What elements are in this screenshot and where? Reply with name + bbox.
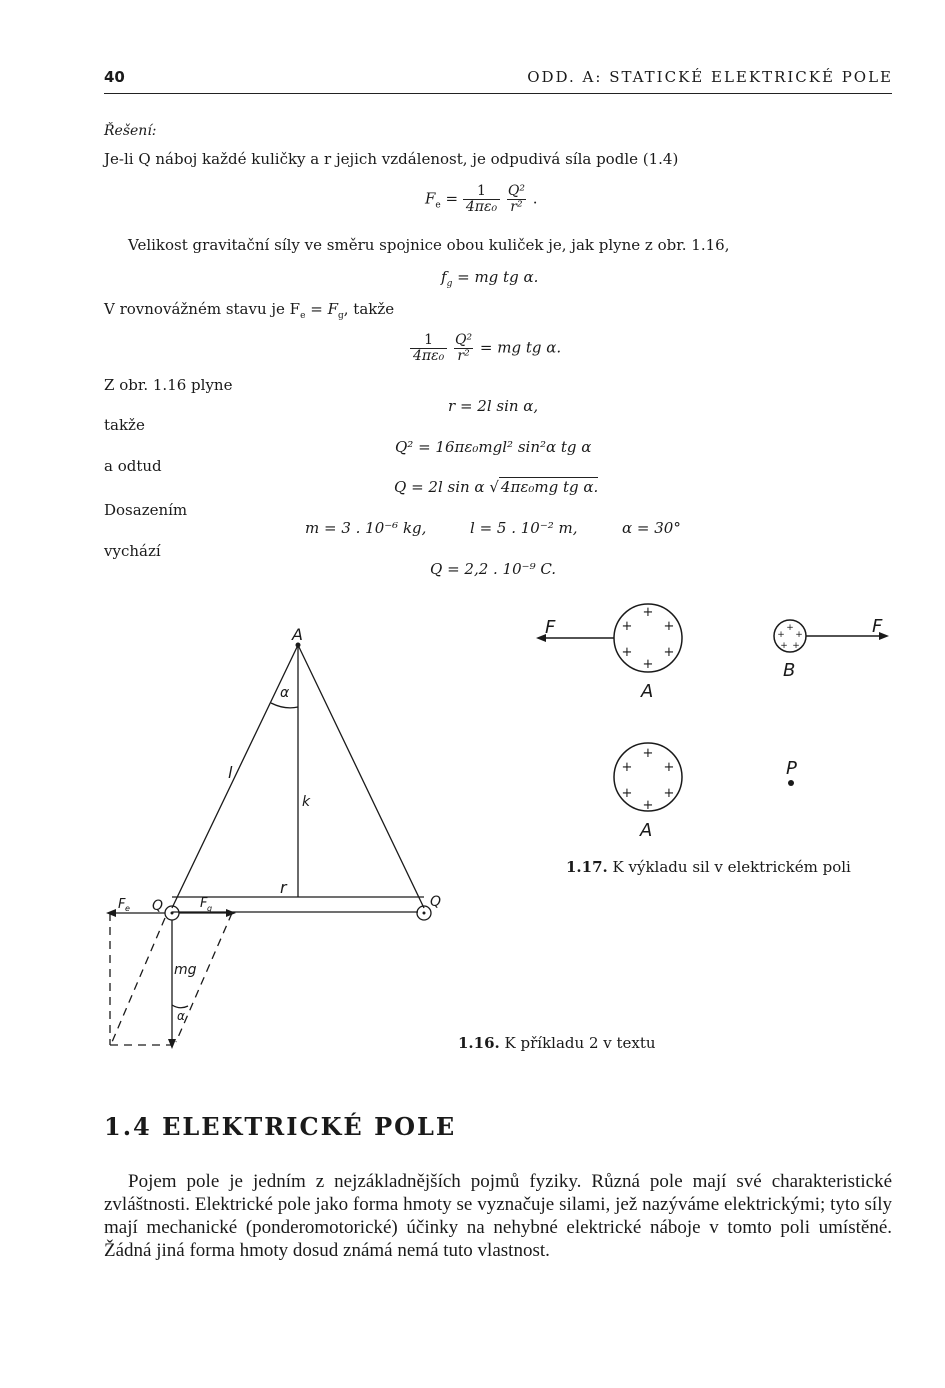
section-paragraph: Pojem pole je jedním z nejzákladnějších pojmů fyziky. Různá pole mají své charakteristické zvláštnosti. Elektrické pole jako forma hmoty se vyznačuje silami, jež nazýváme elektrickými; tyto síly mají mechanické (ponderomotorické) účinky na nehybné elektrické náboje v tomto poli umístěné. Žádná jiná forma hmoty dosud známá nemá tuto vlastnost. [104,1171,892,1261]
fig17-label-b: B [783,660,796,681]
equilibrium-tail: , takže [343,300,395,318]
fg-symbol: f [441,268,447,286]
numerator-q2-2: Q² [455,332,473,348]
section-title: 1.4 ELEKTRICKÉ POLE [104,1112,457,1141]
fig16-label-k: k [302,794,311,810]
caption-fig-1-17 [566,858,851,876]
hence-label: a odtud [104,457,162,475]
fg-subscript: g [446,279,453,289]
page-number: 40 [104,68,125,86]
sphere-a-top-plus-5: + [663,645,675,660]
numerator-one-2: 1 [424,332,434,348]
solution-heading: Řešení: [104,123,157,139]
running-title: ODD. A: STATICKÉ ELEKTRICKÉ POLE [527,68,893,86]
caption-fig-1-16 [458,1034,656,1052]
angle-arc-bottom [172,1005,188,1008]
fg-rhs: = mg tg α. [457,268,539,286]
fig16-label-alpha-bottom: α [177,1009,185,1023]
equilibrium-fg-sub: g [337,311,344,321]
caption-fig-1-17-num: 1.17. [566,858,608,876]
fig17-label-p: P [786,758,797,779]
fig16-label-A: A [292,625,303,644]
fig17-label-a-bottom: A [640,820,653,841]
solution-intro: Je-li Q náboj každé kuličky a r jejich vzdálenost, je odpudivá síla podle (1.4) [104,150,679,168]
denominator-r2: r² [507,199,525,215]
sphere-b-plus-2: + [777,630,785,640]
mg-arrowhead [168,1039,176,1049]
result-label: vychází [104,542,161,560]
equilibrium-fg: F [327,300,338,318]
denominator-four-pi-eps-2: 4πε₀ [410,348,447,364]
denominator-r2-2: r² [454,348,472,364]
sphere-a-bottom-plus-3: + [663,760,675,775]
equation-q-root: 4πε₀mg tg α. [500,478,599,496]
equilibrium-fe-sub: e [300,311,306,321]
diagonal-left [112,918,165,1042]
equation-result: Q = 2,2 . 10⁻⁹ C. [430,560,557,578]
sphere-b-plus-3: + [795,630,803,640]
sphere-a-bottom-plus-1: + [642,746,654,761]
eq-dot: . [532,189,538,208]
sphere-a-top-plus-3: + [663,619,675,634]
eq-sign: = [445,189,459,208]
sphere-a-bottom-plus-6: + [642,798,654,813]
value-alpha: α = 30° [622,519,681,537]
fig16-label-mg: mg [174,962,197,978]
fe-symbol: F [425,189,436,208]
substitution-label: Dosazením [104,501,188,519]
caption-fig-1-17-text: K výkladu sil v elektrickém poli [612,858,851,876]
equation-q-prefix: Q = 2l sin α [394,478,485,496]
so-label: takže [104,416,145,434]
denominator-four-pi-eps: 4πε₀ [463,199,500,215]
ball-right-center [423,912,426,915]
fig16-label-r: r [280,878,287,897]
fe-arrowhead [106,909,116,917]
numerator-q2: Q² [507,183,525,199]
fig16-label-fe-sub: e [125,904,130,913]
fig16-label-q-right: Q [430,894,442,910]
from-fig-label: Z obr. 1.16 plyne [104,376,233,394]
fig16-label-q-left: Q [152,898,164,914]
value-l: l = 5 . 10⁻² m, [470,519,578,537]
fig16-label-fe: F [118,897,126,912]
sphere-a-bottom-plus-4: + [621,786,633,801]
fe-subscript: e [435,200,441,211]
ball-left-center [171,912,174,915]
sphere-a-top-plus-2: + [621,619,633,634]
fig16-label-fg: F [200,896,208,911]
fig16-label-l: l [228,763,233,782]
gravity-sentence: Velikost gravitační síly ve směru spojnice obou kuliček je, jak plyne z obr. 1.16, [128,236,730,254]
equilibrium-rhs: = mg tg α. [479,338,562,357]
sphere-a-top-plus-4: + [621,645,633,660]
sphere-b-plus-4: + [780,641,788,651]
equilibrium-text: V rovnovážném stavu je F [104,300,301,318]
fig17-label-a-top: A [641,681,654,702]
numerator-one: 1 [477,183,486,199]
sphere-b-plus-1: + [786,623,794,633]
value-m: m = 3 . 10⁻⁶ kg, [305,519,427,537]
sphere-a-bottom-plus-5: + [663,786,675,801]
fig16-label-alpha: α [280,685,290,701]
equilibrium-eq: = [310,300,323,318]
sphere-b-plus-5: + [792,641,800,651]
sqrt-sign: √ [489,478,499,496]
fig17-label-f-right: F [872,616,883,637]
equation-r: r = 2l sin α, [448,397,539,415]
point-p [788,780,794,786]
caption-fig-1-16-text: K příkladu 2 v textu [504,1034,656,1052]
sphere-a-top-plus-6: + [642,657,654,672]
fig16-label-fg-sub: g [207,904,213,913]
fig17-label-f-left: F [545,617,556,638]
sphere-a-top-plus-1: + [642,605,654,620]
sphere-a-bottom-plus-2: + [621,760,633,775]
caption-fig-1-16-num: 1.16. [458,1034,500,1052]
equation-q2: Q² = 16πε₀mgl² sin²α tg α [395,438,592,456]
